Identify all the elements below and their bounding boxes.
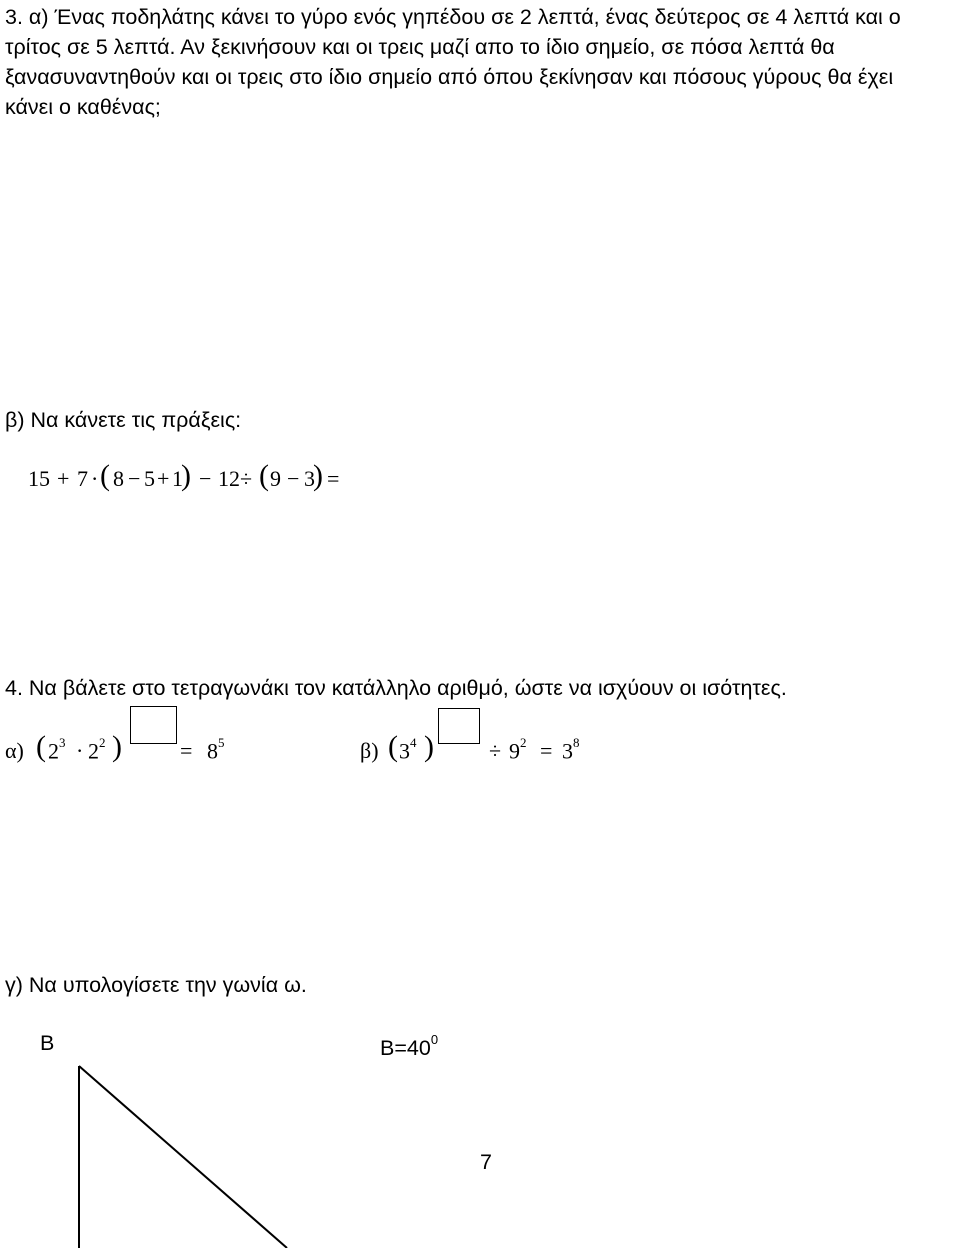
q4-b-rhs-exponent: 8 [573,735,580,750]
side-length-label: 7 [480,1150,492,1174]
q4-a-exponent-2: 2 [99,735,106,750]
q4-b-base: $3^4$ [399,735,417,764]
given-angle-label: $B=40^0$ [380,1032,439,1061]
q3-line-3: ξανασυναντηθούν και οι τρεις στο ίδιο σημείο από όπου ξεκίνησαν και πόσους γύρους θα έχει [5,65,894,89]
q4-b-lparen: ( [388,730,398,763]
vertex-b-label: Β [40,1031,55,1055]
q4-b-rparen: ) [424,730,434,763]
q4-b-base-2: $9^2$ [509,735,527,764]
expr-equals: = [327,466,340,491]
q4-a-answer-box[interactable] [130,706,177,744]
part-c-prompt: γ) Να υπολογίσετε την γωνία ω. [5,973,307,997]
q4-b-rhs: $3^8$ [562,735,580,764]
expr-8: 8 [113,466,124,491]
expr-rparen-2: ) [313,459,323,492]
q4-a-exponent-1: 3 [59,735,66,750]
expr-minus-1: − [128,466,141,491]
expr-divide: ÷ [240,466,253,491]
expr-3: 3 [304,466,315,491]
q4-prompt: 4. Να βάλετε στο τετραγωνάκι τον κατάλληλο αριθμό, ώστε να ισχύουν οι ισότητες. [5,676,787,700]
expr-5: 5 [144,466,155,491]
q4-b-equals: = [540,738,553,763]
expr-lparen-1: ( [100,459,110,492]
expr-lparen-2: ( [259,459,269,492]
expr-dot: · [91,466,99,491]
q4-a-base-2: $2^2$ [88,735,106,764]
q3-line-2: τρίτος σε 5 λεπτά. Αν ξεκινήσουν και οι τρεις μαζί απο το ίδιο σημείο, σε πόσα λεπτά θα [5,35,835,59]
q4-b-label: β) [360,738,379,763]
degree-marker: 0 [430,1032,439,1047]
q3-line-4: κάνει ο καθένας; [5,95,161,119]
q4-a-rhs-exponent: 5 [218,735,225,750]
expr-9: 9 [270,466,281,491]
q4-a-label: α) [5,738,24,763]
expr-minus-3: − [287,466,300,491]
q4-b-exponent: 4 [410,735,417,750]
triangle-hypotenuse [79,1066,287,1248]
q4-a-base-1: $2^3$ [48,735,66,764]
expr-minus-2: − [199,466,212,491]
q4-a-rhs: $8^5$ [207,735,225,764]
expr-plus-1: + [57,466,70,491]
q4-a-equals: = [180,738,193,763]
part-b-prompt: β) Να κάνετε τις πράξεις: [5,408,242,432]
q3-line-1: 3. α) Ένας ποδηλάτης κάνει το γύρο ενός γηπέδου σε 2 λεπτά, ένας δεύτερος σε 4 λεπτά και ο [5,5,901,29]
q4-b-answer-box[interactable] [438,708,480,744]
expr-1: 1 [172,466,183,491]
q4-a-rparen: ) [112,730,122,763]
expr-7: 7 [77,466,88,491]
q4-a-lparen: ( [36,730,46,763]
q4-b-exponent-2: 2 [520,735,527,750]
expr-15: 15 [28,466,50,491]
q4-a-dot: · [76,738,84,763]
expr-12: 12 [218,466,240,491]
expr-plus-2: + [157,466,170,491]
expr-rparen-1: ) [181,459,191,492]
q4-b-divide: ÷ [489,738,502,763]
